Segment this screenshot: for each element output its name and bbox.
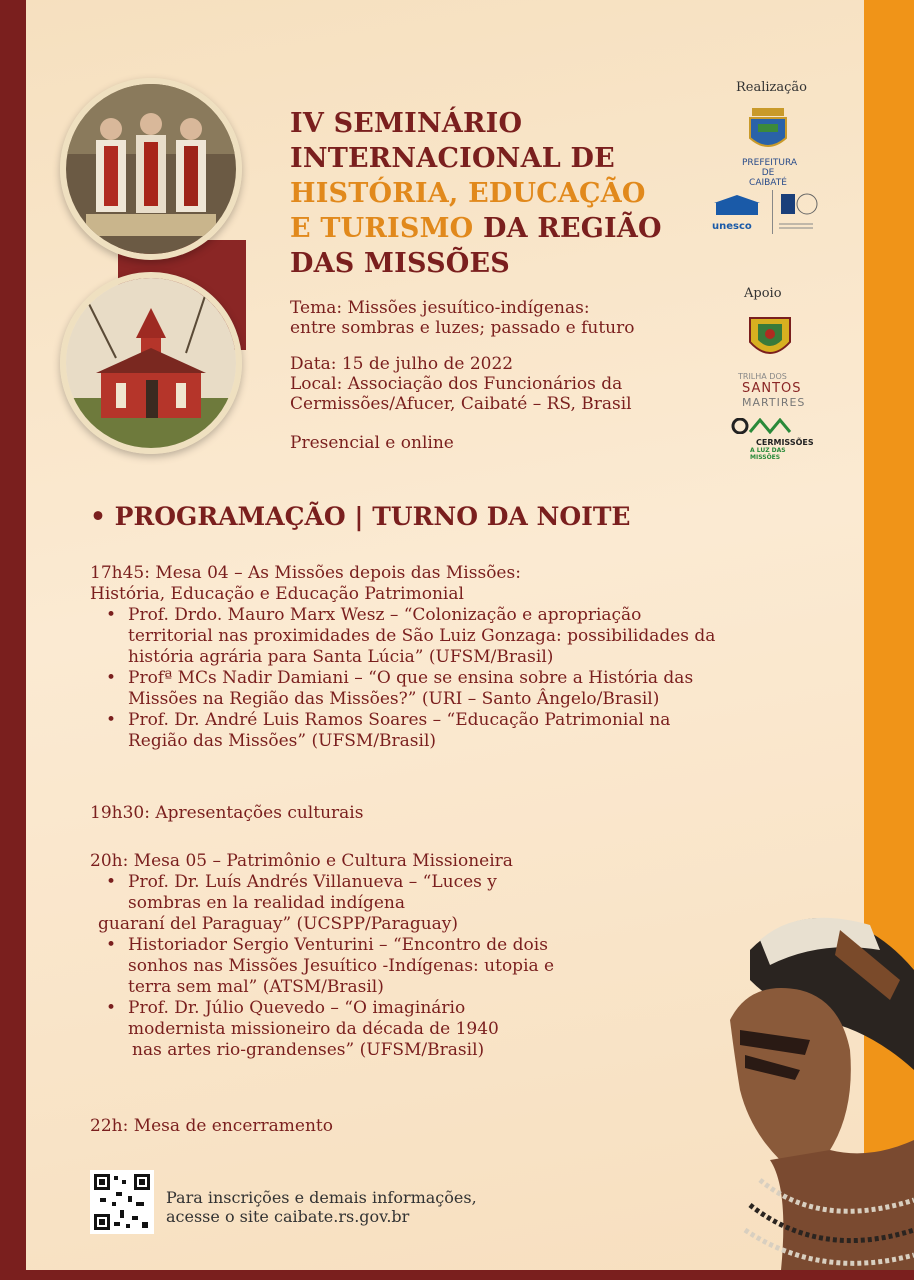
- mesa-04-talk-3: [128, 710, 715, 752]
- luz-missoes-text: A LUZ DAS MISSÕES: [750, 447, 786, 461]
- cermissoes-text: CERMISSÕES: [756, 438, 814, 447]
- mesa-04-talk-1: [128, 605, 715, 668]
- title-line-4-rest: DA REGIÃO: [473, 213, 662, 244]
- title-line-4-highlight: E TURISMO: [290, 213, 474, 244]
- event-mode: Presencial e online: [290, 433, 454, 453]
- event-info: [290, 354, 632, 414]
- prefeitura-logo-text: [742, 158, 798, 188]
- cultural-presentations: 19h30: Apresentações culturais: [90, 803, 364, 823]
- prefeitura-text: PREFEITURA: [742, 158, 798, 168]
- mesa-05-block: [90, 851, 554, 1061]
- talk-line: modernista missioneiro da década de 1940: [128, 1019, 499, 1039]
- municipal-shield-icon: [740, 310, 800, 366]
- talk-line: nas artes rio-grandenses” (UFSM/Brasil): [132, 1040, 485, 1060]
- caibate-coat-of-arms-icon: [742, 108, 794, 156]
- ufsm-chair-logo-icon: [772, 190, 819, 234]
- seminar-title: [290, 106, 662, 281]
- talk-line: sombras en la realidad indígena: [128, 893, 405, 913]
- talk-line: • Prof. Dr. Luís Andrés Villanueva – “Luces y: [128, 872, 497, 892]
- title-line-5: DAS MISSÕES: [290, 248, 510, 279]
- cermissoes-logo: [730, 418, 816, 461]
- footer-line-2: acesse o site caibate.rs.gov.br: [166, 1207, 410, 1226]
- santos-martires-logo: [718, 372, 814, 412]
- mesa-05-title: 20h: Mesa 05 – Patrimônio e Cultura Missioneira: [90, 851, 513, 871]
- talk-line: • Historiador Sergio Venturini – “Encontro de dois: [128, 935, 548, 955]
- theme: [290, 298, 634, 338]
- theme-line-2: entre sombras e luzes; passado e futuro: [290, 318, 635, 338]
- talk-line: • Prof. Drdo. Mauro Marx Wesz – “Colonização e apropriação: [128, 605, 642, 625]
- mesa-04-title: 17h45: Mesa 04 – As Missões depois das Missões:: [90, 563, 521, 583]
- left-border-bar: [0, 0, 26, 1280]
- mesa-05-list: [90, 872, 554, 1061]
- saints-statue-image: [60, 78, 242, 260]
- talk-line: sonhos nas Missões Jesuítico -Indígenas: utopia e: [128, 956, 555, 976]
- mesa-05-talk-3: [128, 998, 554, 1061]
- caibate-text: DE CAIBATÉ: [749, 168, 787, 188]
- mesa-04-list: [90, 605, 715, 752]
- programacao-heading: • PROGRAMAÇÃO | TURNO DA NOITE: [90, 502, 631, 531]
- talk-line: terra sem mal” (ATSM/Brasil): [128, 977, 384, 997]
- trilha-text: TRILHA DOS: [738, 372, 787, 381]
- apoio-label: Apoio: [744, 286, 782, 301]
- talk-line: • Prof. Dr. André Luis Ramos Soares – “Educação Patrimonial na: [128, 710, 671, 730]
- santos-text: SANTOS: [742, 381, 802, 396]
- talk-line: territorial nas proximidades de São Luiz Gonzaga: possibilidades da: [128, 626, 716, 646]
- title-line-2: INTERNACIONAL DE: [290, 143, 615, 174]
- indigenous-man-image: [640, 910, 914, 1280]
- martires-text: MARTIRES: [742, 396, 806, 409]
- mesa-05-talk-2: [128, 935, 554, 998]
- footer-info: [166, 1188, 477, 1226]
- title-line-3: HISTÓRIA, EDUCAÇÃO: [290, 178, 646, 209]
- bottom-border-strip: [0, 1270, 914, 1280]
- unesco-logo: [712, 195, 762, 235]
- mesa-04-talk-2: [128, 668, 715, 710]
- church-image: [60, 272, 242, 454]
- talk-line: Região das Missões” (UFSM/Brasil): [128, 731, 437, 751]
- theme-line-1: Tema: Missões jesuítico-indígenas:: [290, 298, 590, 318]
- realizacao-label: Realização: [736, 80, 808, 95]
- closing-session: 22h: Mesa de encerramento: [90, 1116, 333, 1136]
- mesa-04-subtitle: História, Educação e Educação Patrimonial: [90, 584, 464, 604]
- mesa-05-talk-1: [98, 872, 554, 935]
- mesa-04-block: [90, 563, 715, 752]
- event-date: Data: 15 de julho de 2022: [290, 354, 514, 374]
- talk-line: • Profª MCs Nadir Damiani – “O que se ensina sobre a História das: [128, 668, 694, 688]
- talk-line: guaraní del Paraguay” (UCSPP/Paraguay): [98, 914, 459, 934]
- title-line-1: IV SEMINÁRIO: [290, 108, 523, 139]
- talk-line: Missões na Região das Missões?” (URI – Santo Ângelo/Brasil): [128, 689, 660, 709]
- title-line-4: [290, 211, 662, 246]
- unesco-text: unesco: [712, 221, 752, 232]
- talk-line: • Prof. Dr. Júlio Quevedo – “O imaginário: [128, 998, 466, 1018]
- qr-code-icon[interactable]: [90, 1170, 154, 1234]
- event-location-1: Local: Associação dos Funcionários da: [290, 374, 623, 394]
- talk-line: história agrária para Santa Lúcia” (UFSM/Brasil): [128, 647, 554, 667]
- event-location-2: Cermissões/Afucer, Caibaté – RS, Brasil: [290, 394, 632, 414]
- footer-line-1: Para inscrições e demais informações,: [166, 1188, 477, 1207]
